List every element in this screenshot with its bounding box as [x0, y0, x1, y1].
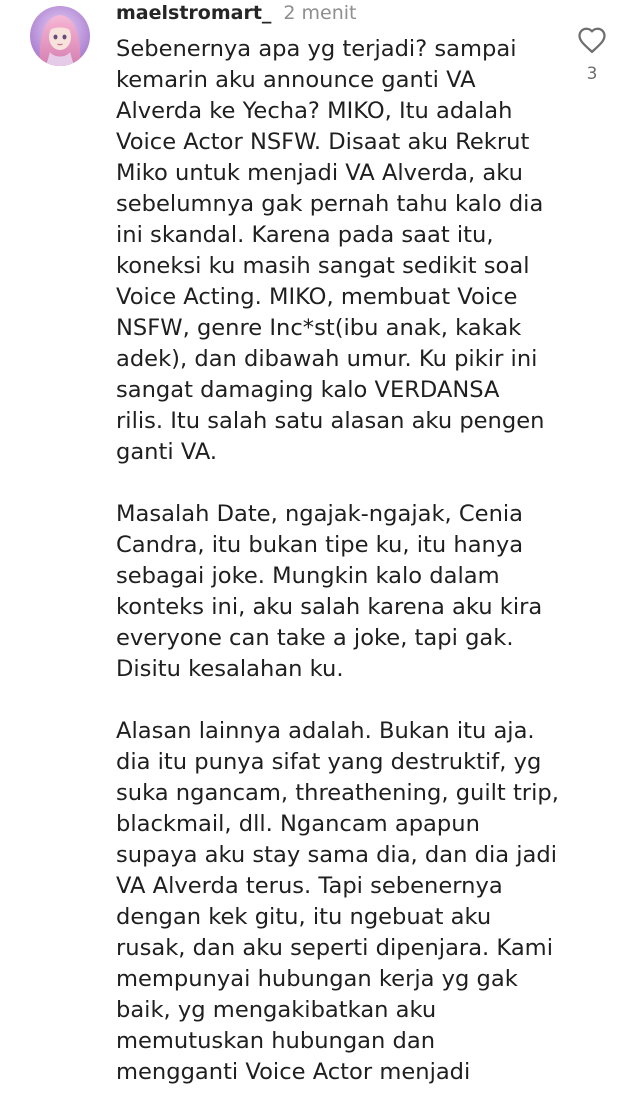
avatar[interactable]: [30, 6, 90, 66]
heart-outline-icon[interactable]: [577, 26, 607, 54]
comment-paragraph: Sebenernya apa yg terjadi? sampai kemarin aku announce ganti VA Alverda ke Yecha? MIKO, Itu adalah Voice Actor NSFW. Disaat aku Rekrut Miko untuk menjadi VA Alverda, aku sebelumnya gak pernah tahu kalo dia ini skandal. Karena pada saat itu, koneksi ku masih sangat sedikit soal Voice Acting. MIKO, membuat Voice NSFW, genre Inc*st(ibu anak, kakak adek), dan dibawah umur. Ku pikir ini sangat damaging kalo VERDANSA rilis. Itu salah satu alasan aku pengen ganti VA.: [116, 36, 545, 465]
comment-paragraph: Masalah Date, ngajak-ngajak, Cenia Candra, itu bukan tipe ku, itu hanya sebagai joke. Mungkin kalo dalam konteks ini, aku salah karena aku kira everyone can take a joke, tapi gak. Disitu kesalahan ku.: [116, 501, 543, 682]
like-count: 3: [586, 64, 598, 84]
timestamp: 2 menit: [283, 2, 357, 24]
comment-header: [116, 2, 357, 28]
comment-body: [116, 34, 564, 1119]
username[interactable]: maelstromart_: [116, 2, 272, 24]
like-area: [574, 26, 610, 84]
avatar-image: [30, 6, 90, 66]
comment-paragraph: Alasan lainnya adalah. Bukan itu aja. dia itu punya sifat yang destruktif, yg suka ngancam, threathening, guilt trip, blackmail, dll. Ngancam apapun supaya aku stay sama dia, dan dia jadi VA Alverda terus. Tapi sebenernya dengan kek gitu, itu ngebuat aku rusak, dan aku seperti dipenjara. Kami mempunyai hubungan kerja yg gak baik, yg mengakibatkan aku memutuskan hubungan dan mengganti Voice Actor menjadi: [116, 718, 559, 1085]
